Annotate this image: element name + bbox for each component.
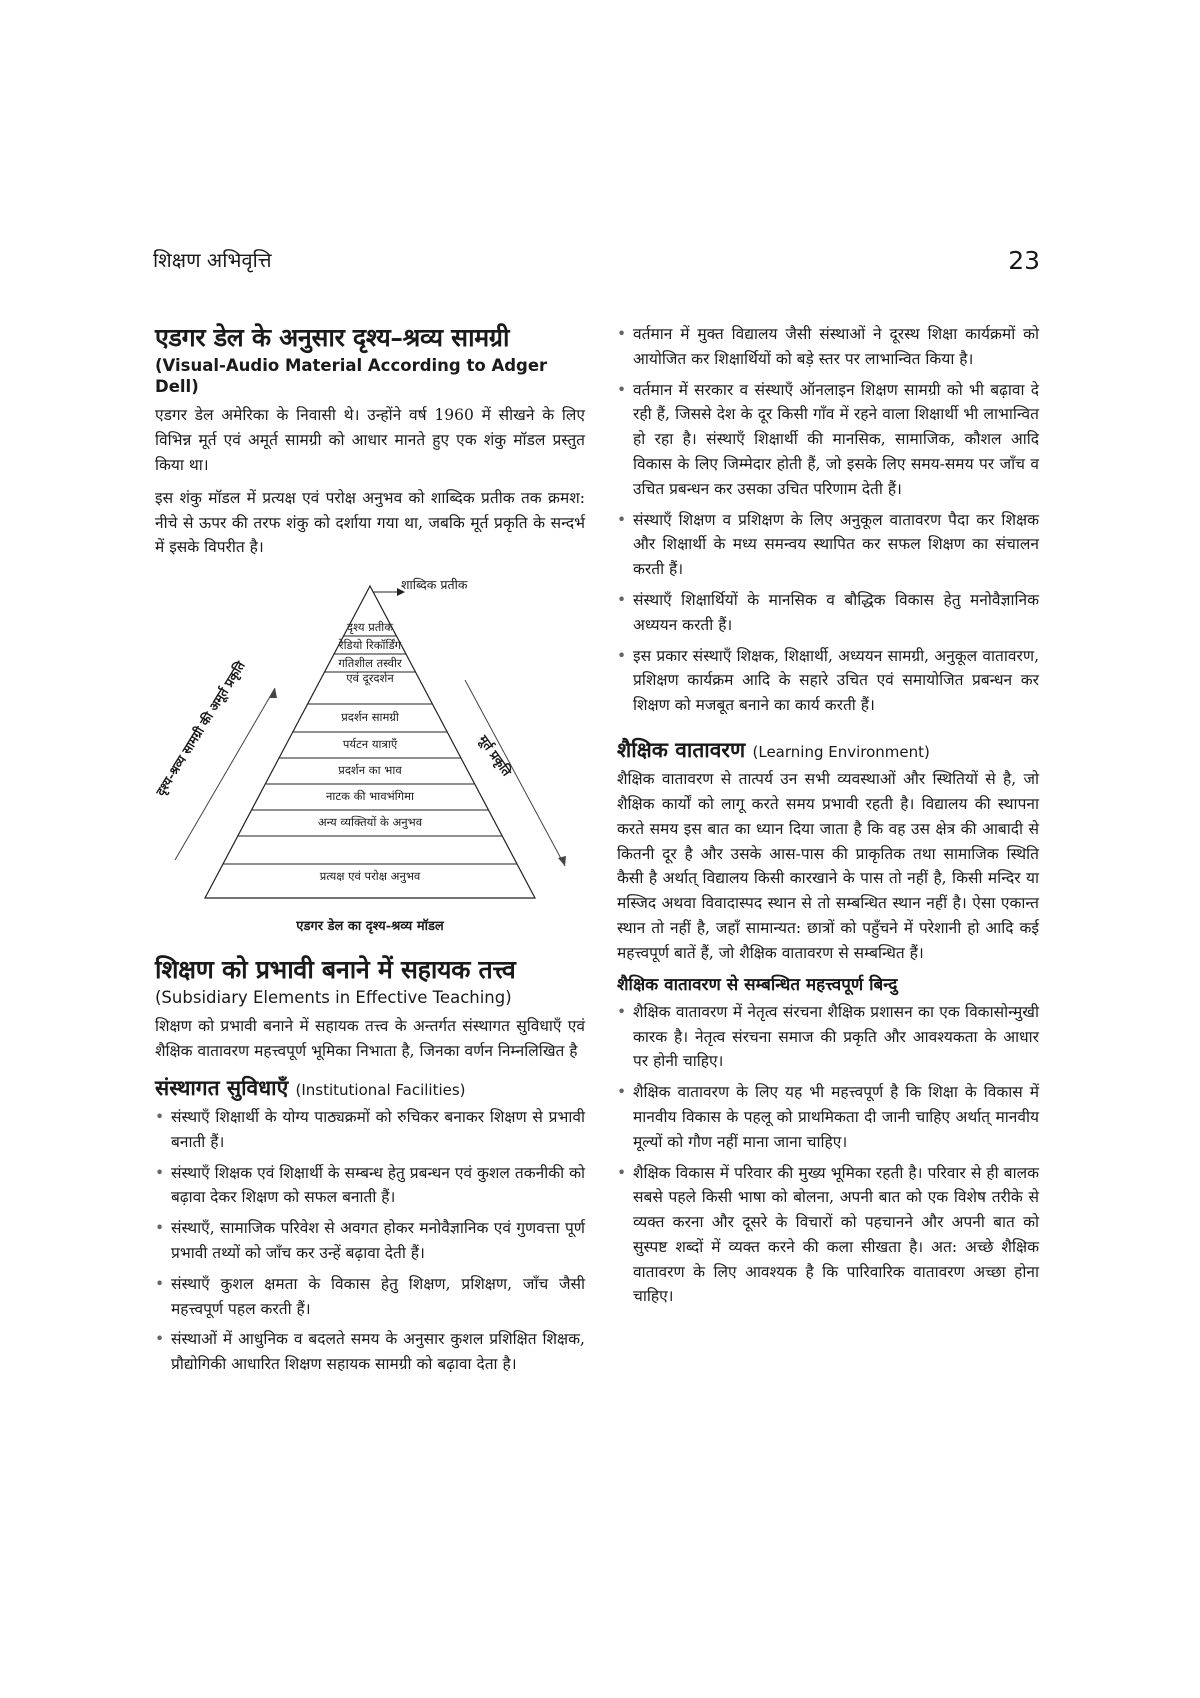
list-item (155, 1161, 585, 1211)
bullet-icon: • (617, 1083, 627, 1102)
right-side-arrow-line (465, 680, 565, 866)
list-item-text: संस्थाएँ कुशल क्षमता के विकास हेतु शिक्षण, प्रशिक्षण, जाँच जैसी महत्त्वपूर्ण पहल करती हैं। (171, 1274, 585, 1318)
learning-env-paragraph: शैक्षिक वातावरण से तात्पर्य उन सभी व्यवस्थाओं और स्थितियों से है, जो शैक्षिक कार्यों को लागू करते समय प्रभावी रहती है। विद्यालय की स्थापना करते समय इस बात का ध्यान दिया जाता है कि वह उस क्षेत्र की आबादी से कितनी दूर है और उसके आस-पास की प्राकृतिक तथा सामाजिक स्थिति कैसी है अर्थात् विद्यालय किसी कारखाने के पास तो नहीं है, किसी मन्दिर या मस्जिद अथवा विवादास्पद स्थान से तो सम्बन्धित स्थान नहीं है। ऐसा एकान्त स्थान तो नहीं है, जहाँ सामान्यत: छात्रों को पहुँचने में परेशानी हो आदि कई महत्त्वपूर्ण बातें हैं, जो शैक्षिक वातावरण से सम्बन्धित हैं। (617, 770, 1039, 962)
cone-right-side-label: मूर्त प्रकृति (475, 732, 515, 779)
list-item-text: संस्थाएँ, सामाजिक परिवेश से अवगत होकर मनोवैज्ञानिक एवं गुणवत्ता पूर्ण प्रभावी तथ्यों को जाँच कर उन्हें बढ़ावा देती हैं। (171, 1219, 585, 1262)
right-column (617, 322, 1039, 1317)
cone-level-6: प्रदर्शन का भाव (338, 763, 402, 778)
subsidiary-paragraph: शिक्षण को प्रभावी बनाने में सहायक तत्त्व के अन्तर्गत संस्थागत सुविधाएँ एवं शैक्षिक वातावरण महत्त्वपूर्ण भूमिका निभाता है, जिनका वर्णन निम्नलिखित है (155, 1017, 585, 1060)
bullet-icon: • (617, 646, 627, 665)
subsidiary-section-subtitle: (Subsidiary Elements in Effective Teaching) (155, 987, 512, 1007)
cone-top-label: शाब्दिक प्रतीक (401, 577, 468, 593)
list-item (617, 1000, 1039, 1074)
list-item-text: शैक्षिक वातावरण के लिए यह भी महत्त्वपूर्ण है कि शिक्षा के विकास में मानवीय विकास के पहलू को प्राथमिकता दी जानी चाहिए अर्थात् मानवीय मूल्यों को गौण नहीं माना जाना चाहिए। (633, 1083, 1039, 1151)
list-item-text: इस प्रकार संस्थाएँ शिक्षक, शिक्षार्थी, अध्ययन सामग्री, अनुकूल वातावरण, प्रशिक्षण कार्यक्रम आदि के सहारे उचित एवं समायोजित प्रबन्धन कर शिक्षण को मजबूत बनाने का कार्य करती हैं। (633, 646, 1039, 715)
cone-level-3b: एवं दूरदर्शन (346, 671, 394, 686)
institutional-list (155, 1105, 585, 1377)
list-item (155, 1327, 585, 1377)
list-item-text: संस्थाएँ शिक्षार्थी के योग्य पाठ्यक्रमों को रुचिकर बनाकर शिक्षण से प्रभावी बनाती हैं। (171, 1107, 585, 1151)
list-item-text: शैक्षिक वातावरण में नेतृत्व संरचना शैक्षिक प्रशासन का एक विकासोन्मुखी कारक है। नेतृत्व संरचना समाज की प्रकृति और आवश्यकता के आधार पर होनी चाहिए। (633, 1002, 1039, 1071)
list-item (617, 322, 1039, 372)
list-item-text: वर्तमान में सरकार व संस्थाएँ ऑनलाइन शिक्षण सामग्री को भी बढ़ावा दे रही हैं, जिससे देश के दूर किसी गाँव में रहने वाला शिक्षार्थी भी लाभान्वित हो रहा है। संस्थाएँ शिक्षार्थी की मानसिक, सामाजिक, कौशल आदि विकास के लिए जिम्मेदार होती हैं, जो इसके लिए समय-समय पर जाँच व उचित प्रबन्धन कर उसका उचित परिणाम देती हैं। (633, 380, 1039, 498)
cone-level-2: रेडियो रिकॉर्डिंग (338, 638, 402, 653)
list-item (155, 1272, 585, 1322)
bullet-icon: • (155, 1219, 165, 1238)
institutional-list-continued (617, 322, 1039, 718)
list-item-text: संस्थाएँ शिक्षण व प्रशिक्षण के लिए अनुकूल वातावरण पैदा कर शिक्षक और शिक्षार्थी के मध्य समन्वय स्थापित कर सफल शिक्षण का संचालन करती हैं। (633, 510, 1039, 579)
cone-level-5: पर्यटन यात्राएँ (342, 737, 398, 752)
dale-cone-figure (152, 568, 585, 940)
dale-paragraph-2: इस शंकु मॉडल में प्रत्यक्ष एवं परोक्ष अनुभव को शाब्दिक प्रतीक तक क्रमश: नीचे से ऊपर की तरफ शंकु को दर्शाया गया था, जबकि मूर्त प्रकृति के सन्दर्भ में इसके विपरीत है। (155, 488, 585, 557)
list-item-text: वर्तमान में मुक्त विद्यालय जैसी संस्थाओं ने दूरस्थ शिक्षा कार्यक्रमों को आयोजित कर शिक्षार्थियों को बड़े स्तर पर लाभान्वित किया है। (633, 325, 1039, 368)
institutional-heading (155, 1074, 585, 1101)
subsidiary-section-title: शिक्षण को प्रभावी बनाने में सहायक तत्त्व (155, 955, 516, 985)
cone-level-8: अन्य व्यक्तियों के अनुभव (317, 815, 423, 830)
cone-level-7: नाटक की भावभंगिमा (326, 789, 414, 804)
bullet-icon: • (617, 510, 627, 529)
left-column (152, 322, 585, 1385)
dale-paragraph-1: एडगर डेल अमेरिका के निवासी थे। उन्होंने वर्ष 1960 में सीखने के लिए विभिन्न मूर्त एवं अमूर्त सामग्री को आधार मानते हुए एक शंकु मॉडल प्रस्तुत किया था। (155, 406, 585, 474)
institutional-heading-hi: संस्थागत सुविधाएँ (155, 1074, 289, 1100)
learning-env-heading (617, 736, 1039, 763)
learning-env-points-list (617, 1000, 1039, 1310)
list-item (617, 508, 1039, 582)
list-item (155, 1105, 585, 1155)
cone-level-9: प्रत्यक्ष एवं परोक्ष अनुभव (319, 869, 421, 884)
learning-env-heading-hi: शैक्षिक वातावरण (617, 736, 746, 762)
bullet-icon: • (155, 1330, 165, 1349)
bullet-icon: • (617, 1163, 627, 1182)
cone-left-side-label: दृश्य-श्रव्य सामग्री की अमूर्त प्रकृति (152, 658, 248, 799)
cone-caption: एडगर डेल का दृश्य-श्रव्य मॉडल (296, 919, 444, 935)
cone-level-3a: गतिशील तस्वीर (338, 656, 402, 671)
learning-env-heading-en: (Learning Environment) (752, 742, 930, 761)
left-side-arrow-head (269, 688, 277, 698)
list-item (155, 1216, 585, 1266)
cone-level-1: दृश्य प्रतीक (346, 620, 394, 635)
list-item (617, 1080, 1039, 1154)
right-side-arrow-head (558, 856, 566, 866)
list-item (617, 378, 1039, 502)
list-item-text: शैक्षिक विकास में परिवार की मुख्य भूमिका रहती है। परिवार से ही बालक सबसे पहले किसी भाषा को बोलना, अपनी बात को एक विशेष तरीके से व्यक्त करना और दूसरे के विचारों को पहचानने और अपनी बात को सुस्पष्ट शब्दों में व्यक्त करने की कला सीखता है। अत: अच्छे शैक्षिक वातावरण के लिए आवश्यक है कि पारिवारिक वातावरण अच्छा होना चाहिए। (633, 1163, 1039, 1306)
institutional-heading-en: (Institutional Facilities) (295, 1080, 466, 1099)
list-item-text: संस्थाएँ शिक्षक एवं शिक्षार्थी के सम्बन्ध हेतु प्रबन्धन एवं कुशल तकनीकी को बढ़ावा देकर शिक्षण को सफल बनाती हैं। (171, 1163, 585, 1207)
bullet-icon: • (155, 1274, 165, 1293)
bullet-icon: • (617, 380, 627, 399)
list-item-text: संस्थाएँ शिक्षार्थियों के मानसिक व बौद्धिक विकास हेतु मनोवैज्ञानिक अध्ययन करती हैं। (633, 590, 1039, 634)
cone-level-4: प्रदर्शन सामग्री (341, 710, 399, 725)
list-item (617, 1161, 1039, 1310)
running-head: शिक्षण अभिवृत्ति (153, 248, 272, 272)
list-item-text: संस्थाओं में आधुनिक व बदलते समय के अनुसार कुशल प्रशिक्षित शिक्षक, प्रौद्योगिकी आधारित शिक्षण सहायक सामग्री को बढ़ावा देता है। (171, 1330, 585, 1374)
learning-env-points-heading: शैक्षिक वातावरण से सम्बन्धित महत्त्वपूर्ण बिन्दु (617, 974, 898, 995)
page-number: 23 (1008, 246, 1040, 275)
bullet-icon: • (155, 1107, 165, 1126)
left-side-arrow-line (175, 688, 275, 860)
dale-section-subtitle: (Visual-Audio Material According to Adger Dell) (155, 355, 548, 396)
bullet-icon: • (155, 1163, 165, 1182)
dale-section-title: एडगर डेल के अनुसार दृश्य–श्रव्य सामग्री (155, 323, 510, 352)
list-item (617, 644, 1039, 718)
bullet-icon: • (617, 590, 627, 609)
bullet-icon: • (617, 325, 627, 343)
list-item (617, 588, 1039, 638)
bullet-icon: • (617, 1002, 627, 1021)
